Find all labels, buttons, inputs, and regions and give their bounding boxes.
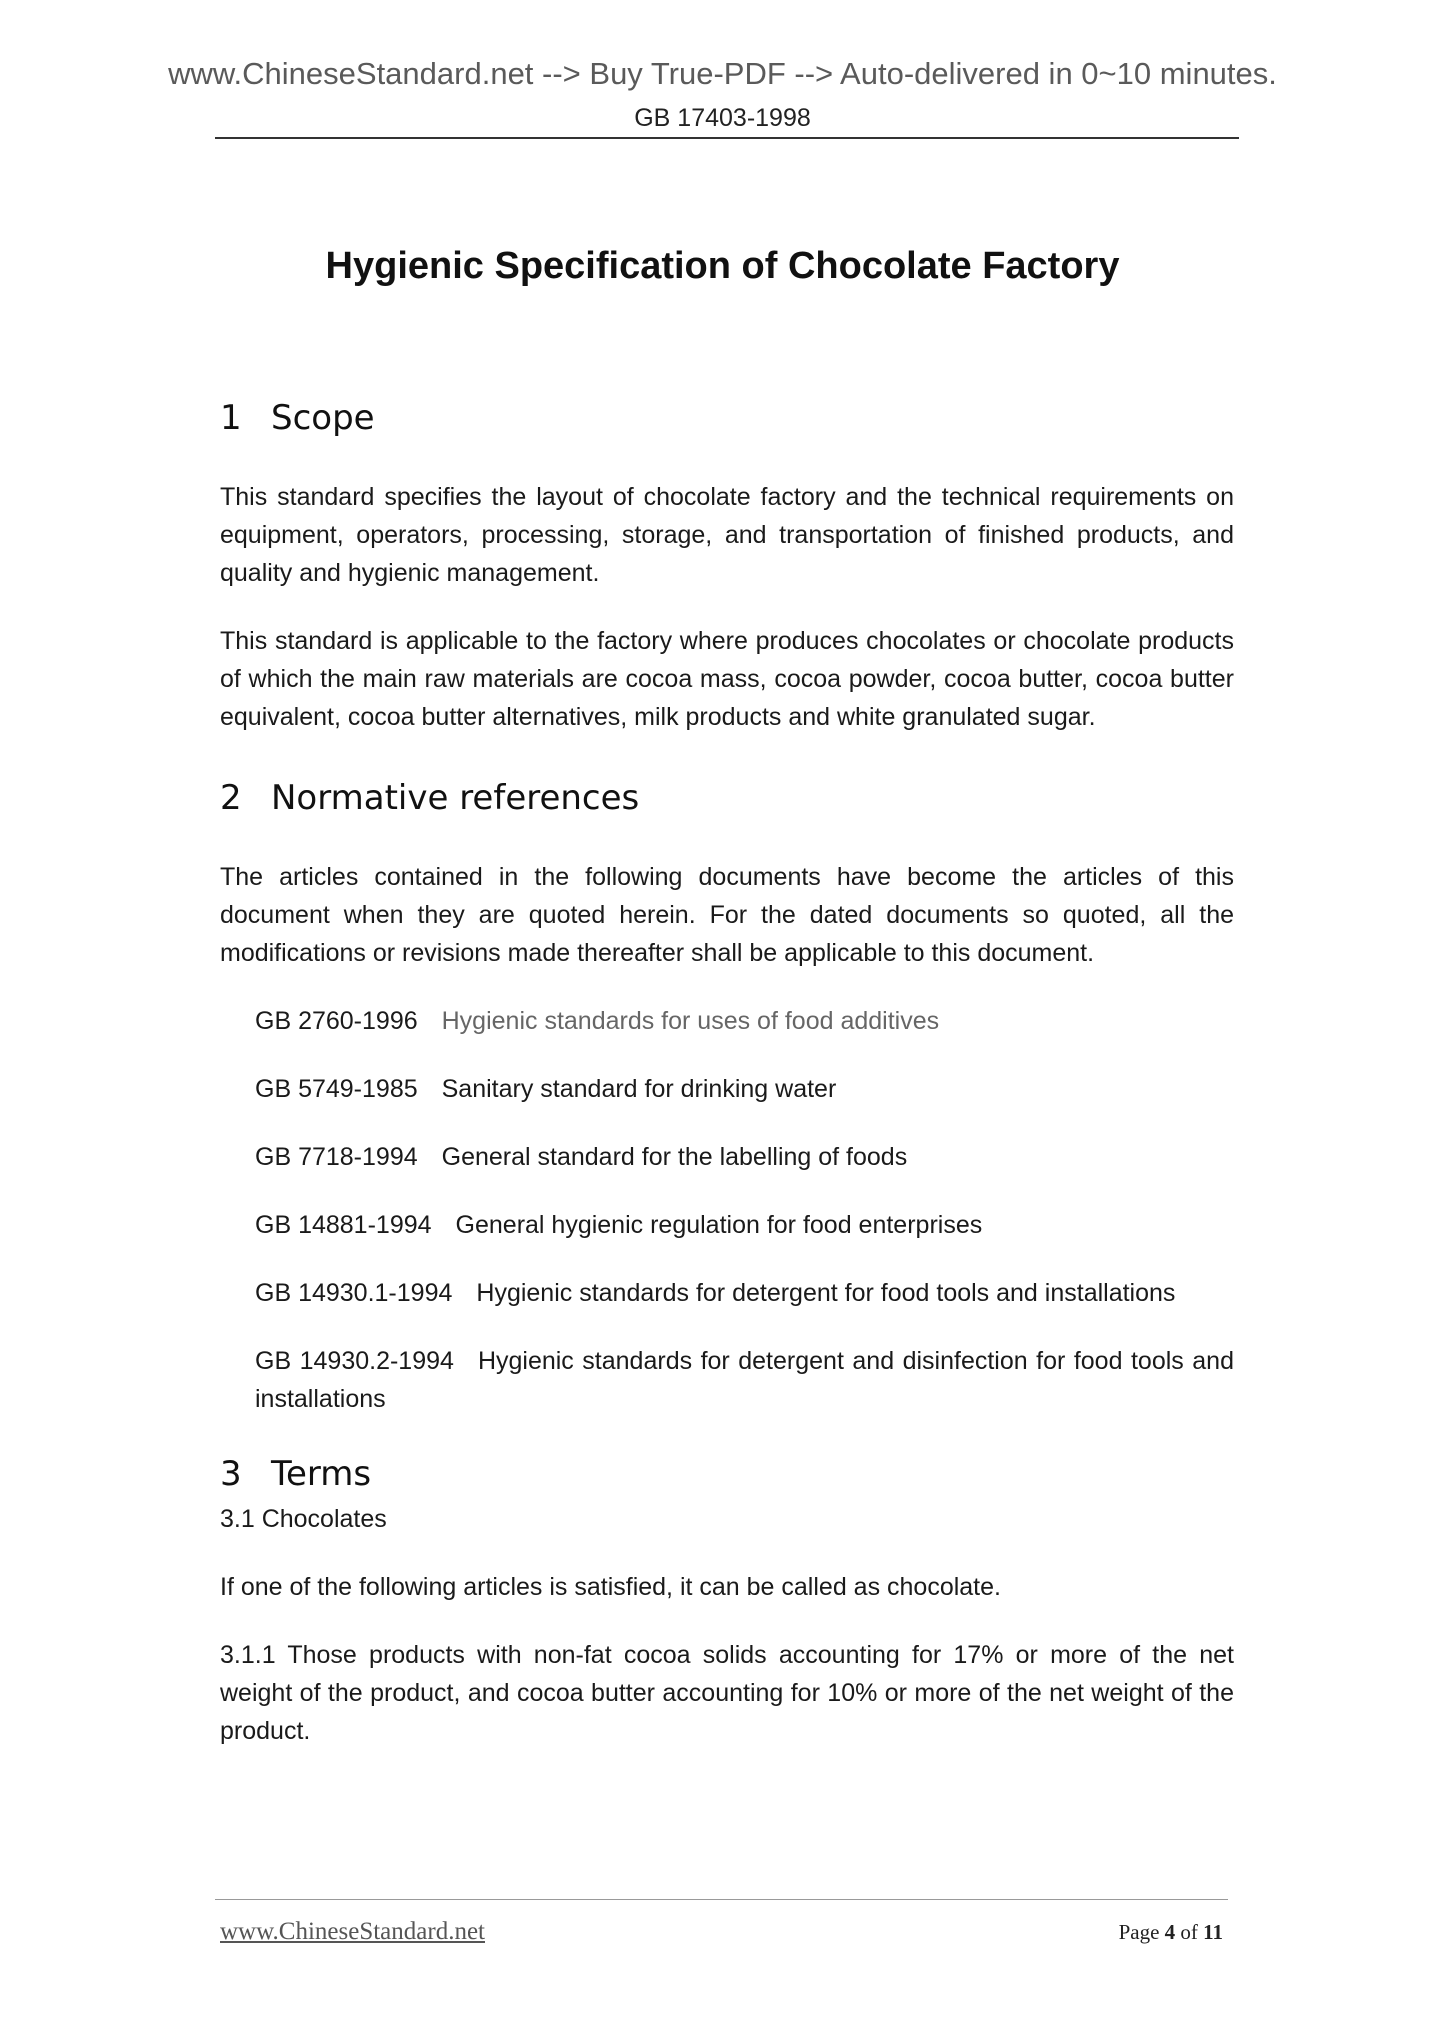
reference-title: Hygienic standards for detergent and disinfection for food tools and installations: [255, 1347, 1234, 1413]
reference-item: [255, 1206, 1234, 1244]
reference-title: General hygienic regulation for food enterprises: [455, 1211, 983, 1239]
header-banner: www.ChineseStandard.net --> Buy True-PDF --> Auto-delivered in 0~10 minutes.: [168, 56, 1277, 91]
page-of: of: [1180, 1920, 1198, 1944]
page-indicator: [1119, 1920, 1223, 1945]
reference-code: GB 14930.2-1994: [255, 1347, 454, 1375]
section-terms-heading: [220, 1448, 1234, 1500]
reference-title: Sanitary standard for drinking water: [441, 1075, 837, 1103]
page-total: 11: [1203, 1920, 1223, 1944]
section-title: Scope: [271, 398, 375, 438]
scope-paragraph-1: This standard specifies the layout of chocolate factory and the technical requirements on equipment, operators, processing, storage, and transportation of finished products, and quality and hygienic management.: [220, 483, 1234, 587]
section-number: 1: [220, 398, 242, 438]
reference-code: GB 14930.1-1994: [255, 1279, 453, 1307]
section-title: Normative references: [271, 778, 640, 818]
reference-item: [255, 1070, 1234, 1108]
reference-title: Hygienic standards for detergent for food tools and installations: [476, 1279, 1176, 1307]
reference-list: [255, 1002, 1234, 1418]
reference-title: Hygienic standards for uses of food additives: [441, 1007, 940, 1035]
reference-code: GB 2760-1996: [255, 1007, 418, 1035]
reference-item: [255, 1342, 1234, 1418]
reference-code: GB 5749-1985: [255, 1075, 418, 1103]
header-divider: [215, 137, 1239, 139]
section-number: 3: [220, 1454, 242, 1494]
section-scope-heading: [220, 392, 1234, 444]
reference-item: [255, 1002, 1234, 1040]
reference-code: GB 14881-1994: [255, 1211, 432, 1239]
document-title: Hygienic Specification of Chocolate Factory: [325, 245, 1120, 288]
page-label: Page: [1118, 1920, 1160, 1944]
page-current: 4: [1164, 1920, 1176, 1944]
reference-item: [255, 1138, 1234, 1176]
document-body: [220, 392, 1234, 1750]
footer-divider: [215, 1899, 1228, 1900]
section-title: Terms: [271, 1454, 372, 1494]
reference-code: GB 7718-1994: [255, 1143, 418, 1171]
reference-title: General standard for the labelling of foods: [441, 1143, 908, 1171]
normative-intro: The articles contained in the following documents have become the articles of this document when they are quoted herein. For the dated documents so quoted, all the modifications or revisions made thereafter shall be applicable to this document.: [220, 863, 1234, 967]
terms-subheading-chocolates: 3.1 Chocolates: [220, 1505, 387, 1533]
reference-item: [255, 1274, 1234, 1312]
scope-paragraph-2: This standard is applicable to the factory where produces chocolates or chocolate products of which the main raw materials are cocoa mass, cocoa powder, cocoa butter, cocoa butter equivalent, cocoa butter alternatives, milk products and white granulated sugar.: [220, 627, 1234, 731]
terms-intro: If one of the following articles is satisfied, it can be called as chocolate.: [220, 1573, 1001, 1601]
standard-code: GB 17403-1998: [634, 104, 811, 132]
footer-site-link[interactable]: www.ChineseStandard.net: [220, 1918, 485, 1945]
terms-item-3-1-1: 3.1.1 Those products with non-fat cocoa solids accounting for 17% or more of the net weight of the product, and cocoa butter accounting for 10% or more of the net weight of the product.: [220, 1641, 1234, 1745]
section-normative-heading: [220, 772, 1234, 824]
section-number: 2: [220, 778, 242, 818]
